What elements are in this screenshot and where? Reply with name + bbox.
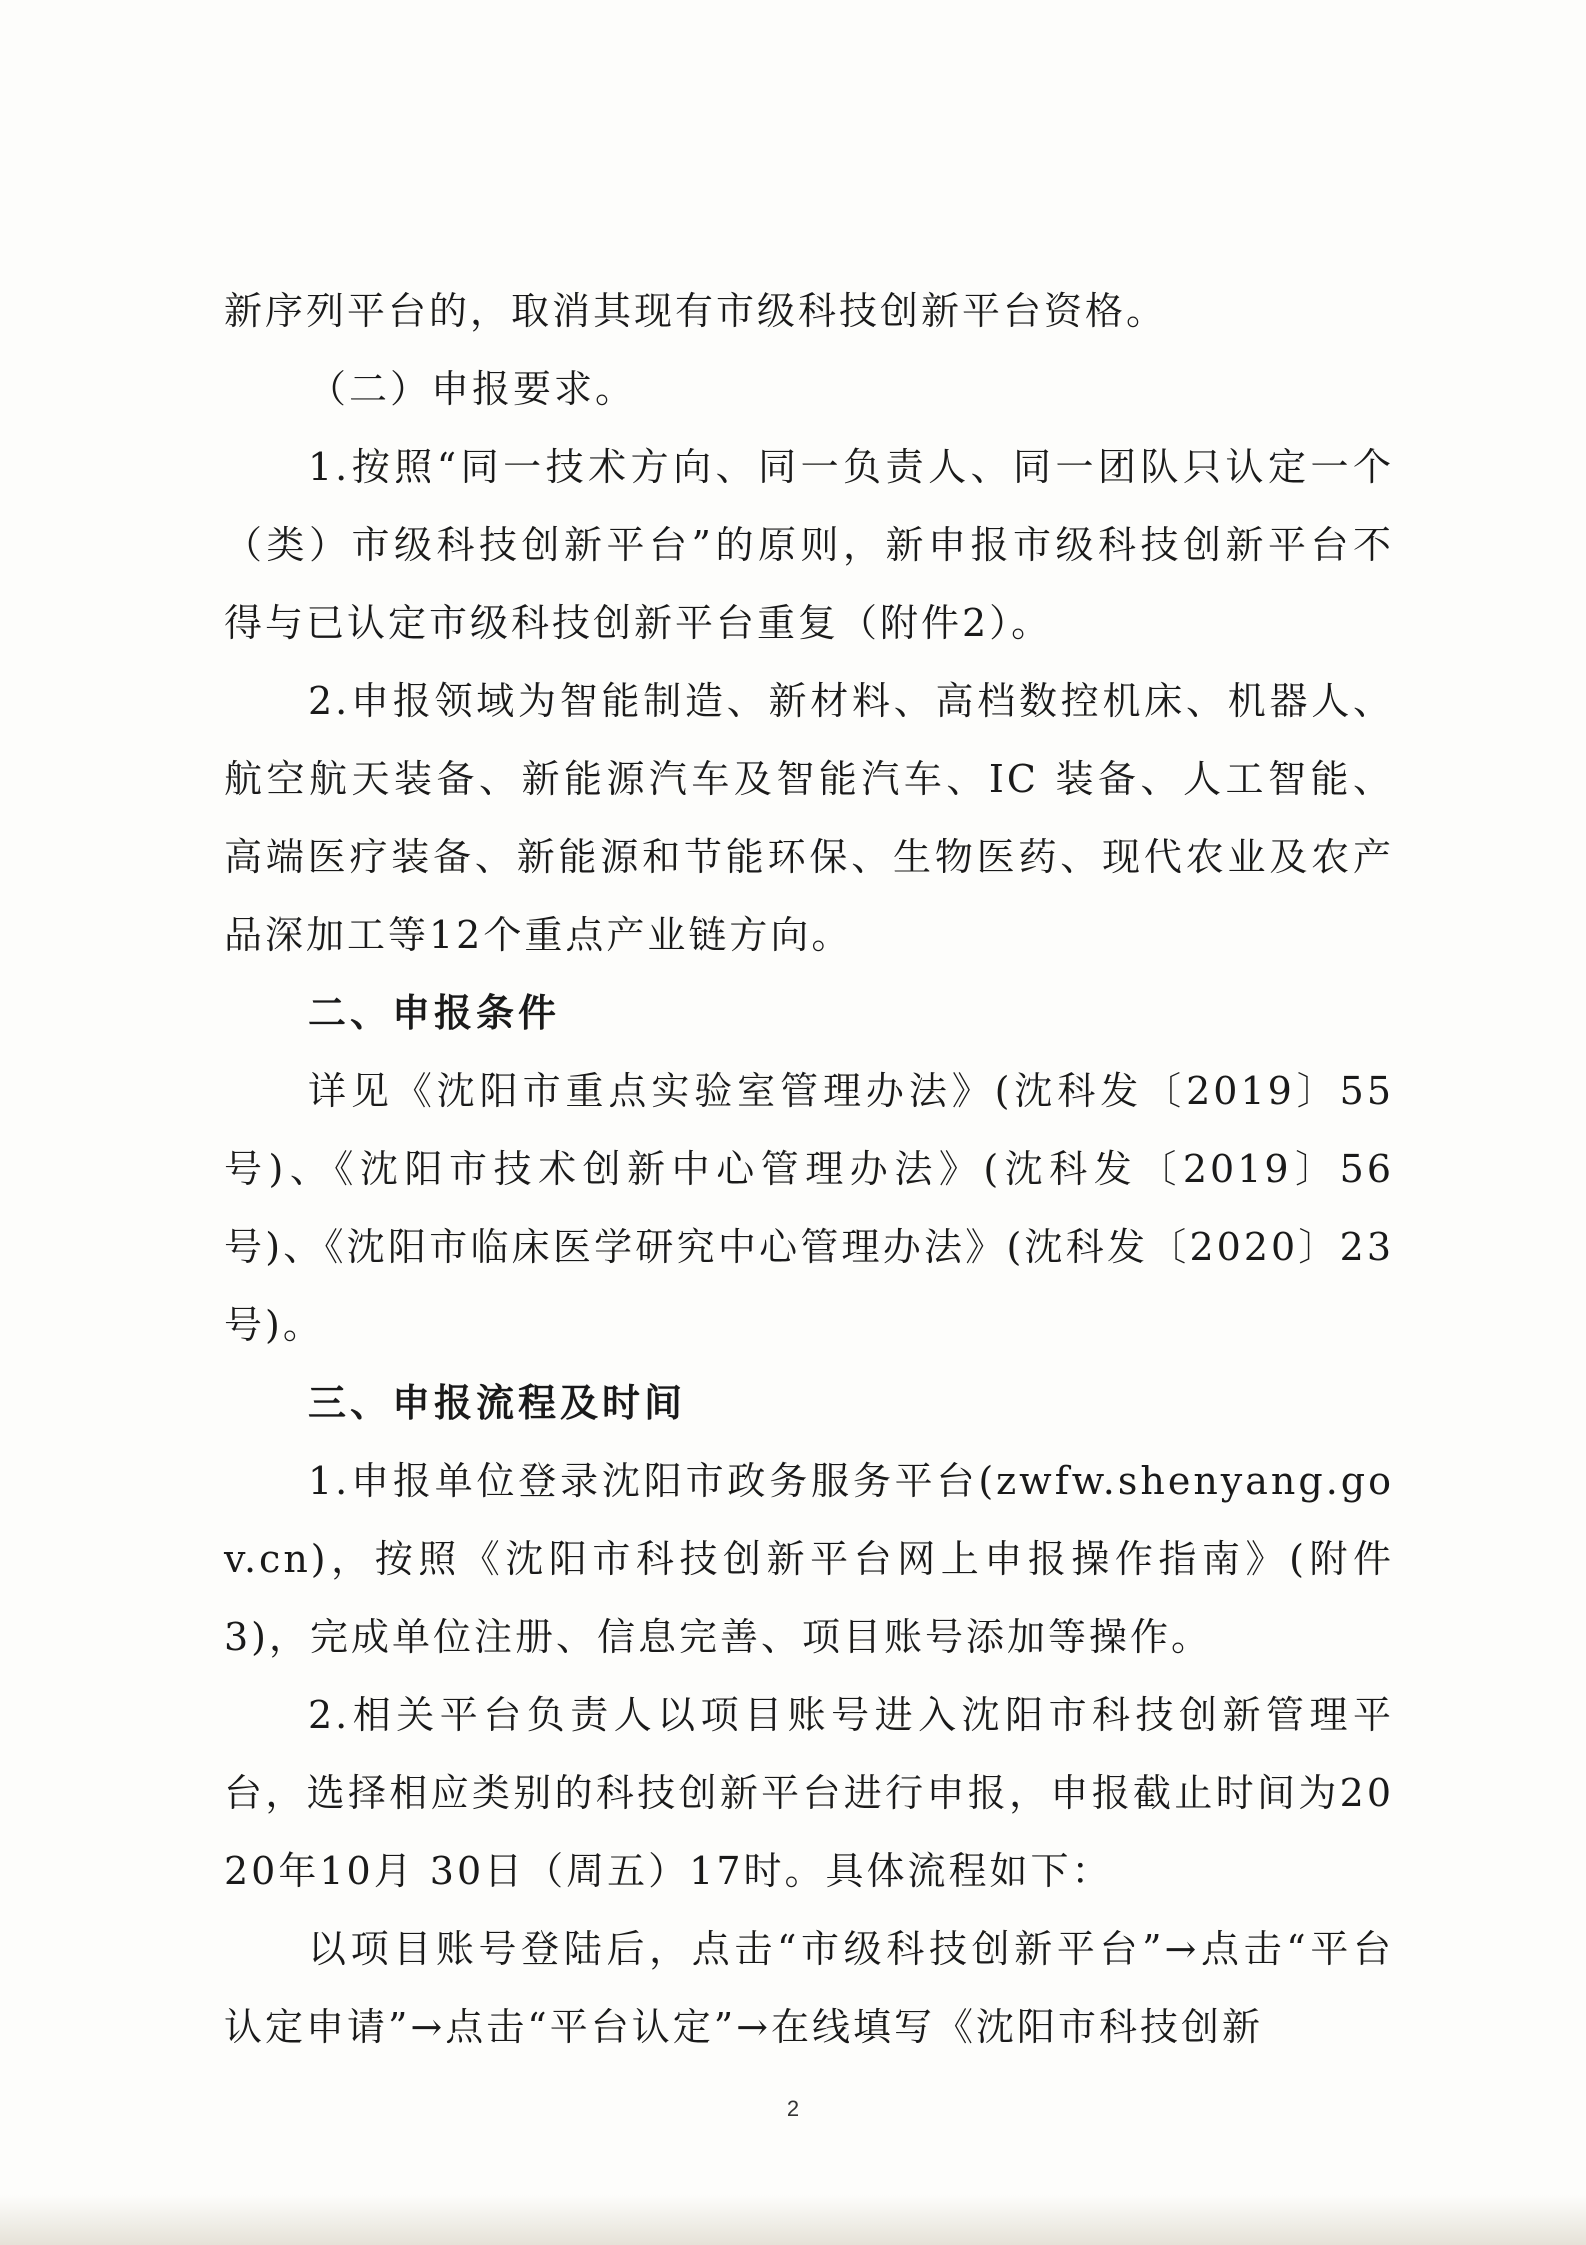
heading-process-and-time: 三、申报流程及时间: [308, 1381, 687, 1425]
paragraph-continuation: 新序列平台的，取消其现有市级科技创新平台资格。: [224, 289, 1168, 333]
paragraph-requirement-2: 2.申报领域为智能制造、新材料、高档数控机床、机器人、航空航天装备、新能源汽车及智能汽车、IC 装备、人工智能、高端医疗装备、新能源和节能环保、生物医药、现代农业及农产品深加工等12个重点产业链方向。: [224, 679, 1394, 957]
scan-bottom-edge: [0, 2195, 1586, 2245]
paragraph-process-1: 1.申报单位登录沈阳市政务服务平台(zwfw.shenyang.gov.cn)，按照《沈阳市科技创新平台网上申报操作指南》(附件3)，完成单位注册、信息完善、项目账号添加等操作。: [224, 1459, 1394, 1659]
document-body: [224, 272, 1394, 2066]
paragraph-requirement-1: 1.按照“同一技术方向、同一负责人、同一团队只认定一个（类）市级科技创新平台”的原则，新申报市级科技创新平台不得与已认定市级科技创新平台重复（附件2）。: [224, 445, 1394, 645]
paragraph-process-steps: 以项目账号登陆后，点击“市级科技创新平台”→点击“平台认定申请”→点击“平台认定”→在线填写《沈阳市科技创新: [224, 1927, 1394, 2049]
paragraph-process-2: 2.相关平台负责人以项目账号进入沈阳市科技创新管理平台，选择相应类别的科技创新平台进行申报，申报截止时间为2020年10月 30日（周五）17时。具体流程如下：: [224, 1693, 1394, 1893]
subheading-application-requirements: （二）申报要求。: [308, 367, 637, 411]
heading-application-conditions: 二、申报条件: [308, 991, 561, 1035]
paragraph-conditions: 详见《沈阳市重点实验室管理办法》(沈科发〔2019〕55号)、《沈阳市技术创新中心管理办法》(沈科发〔2019〕56号)、《沈阳市临床医学研究中心管理办法》(沈科发〔2020〕23号)。: [224, 1069, 1394, 1347]
page-number: 2: [786, 2096, 800, 2121]
